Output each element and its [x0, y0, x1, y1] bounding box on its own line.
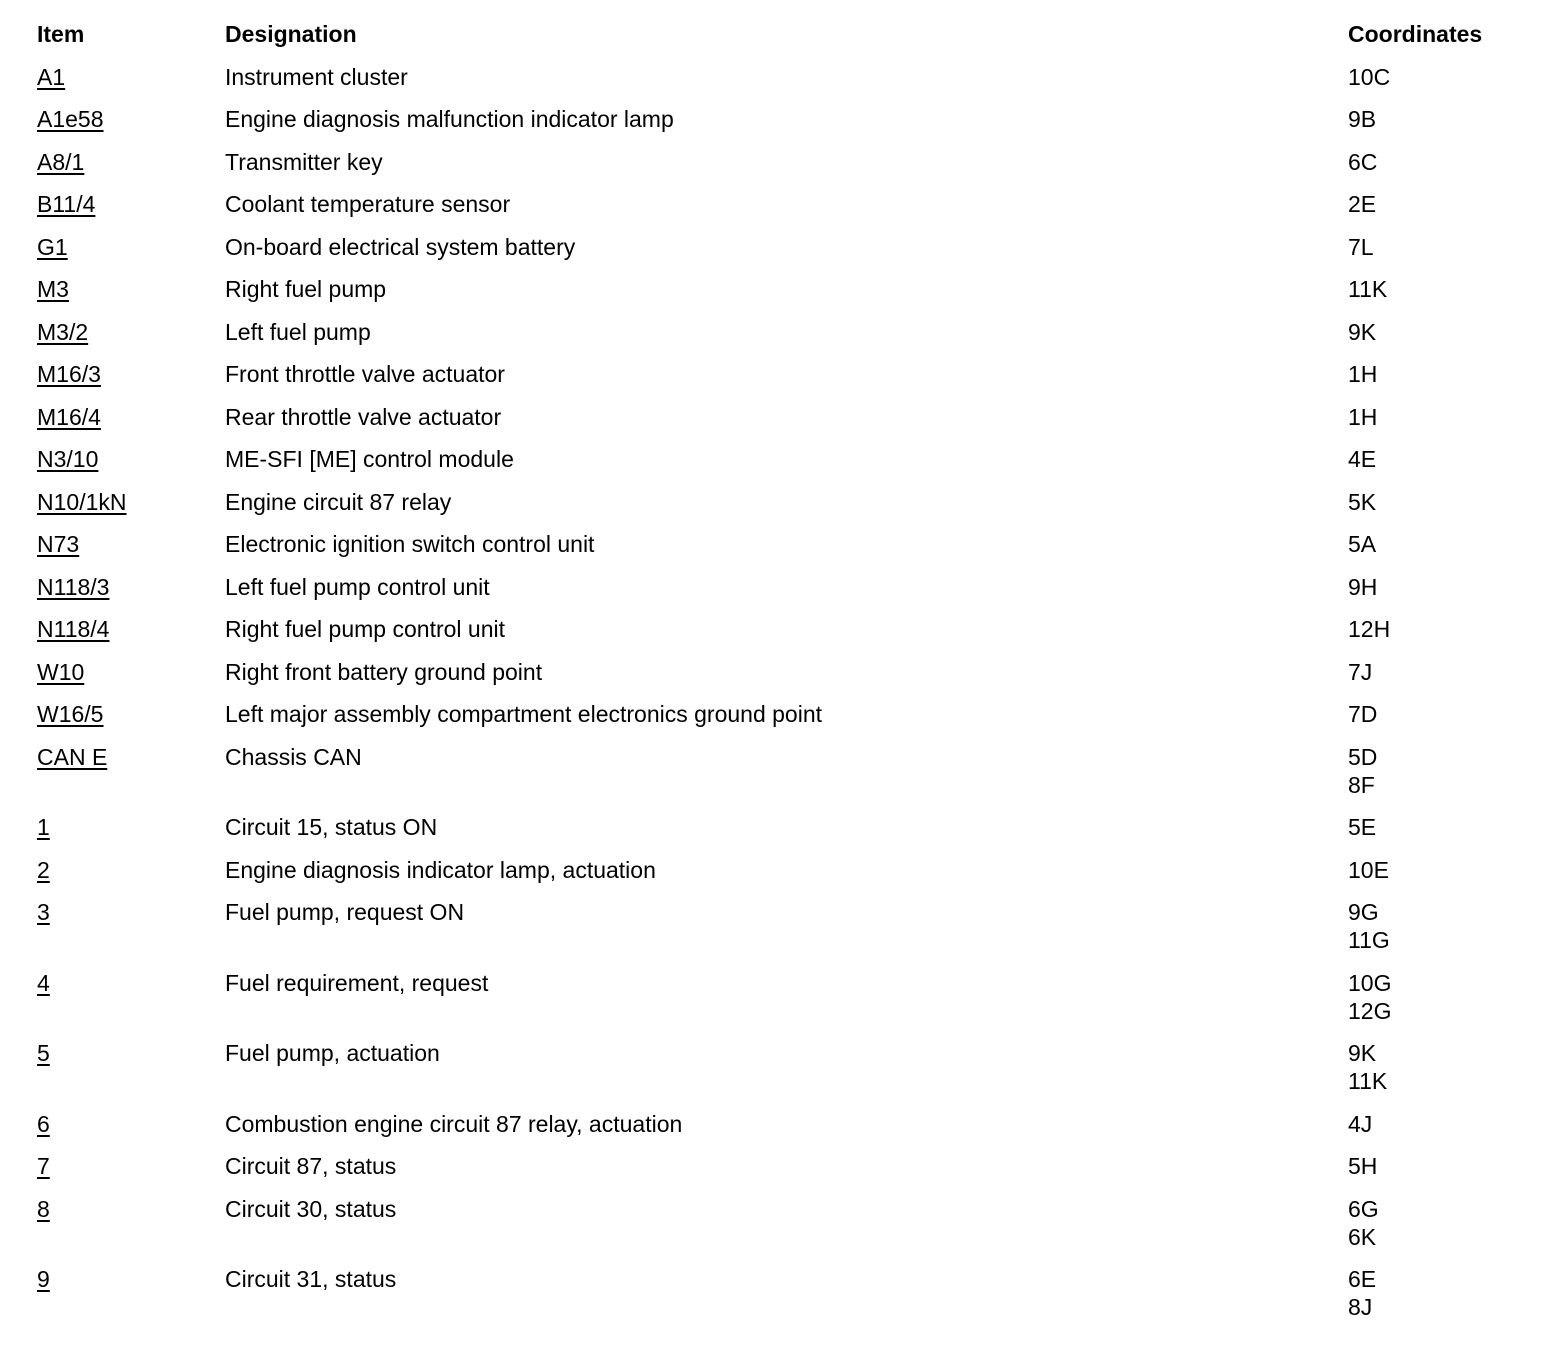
coordinates-cell: [1348, 233, 1374, 261]
table-row: [37, 954, 1537, 1025]
item-link[interactable]: M16/3: [37, 361, 101, 387]
coordinates-cell: [1348, 445, 1376, 473]
coordinate-value: 9K: [1348, 318, 1377, 345]
item-link[interactable]: 7: [37, 1153, 50, 1179]
coordinates-cell: [1348, 615, 1390, 643]
coordinates-cell: [1348, 1110, 1372, 1138]
item-link[interactable]: 1: [37, 814, 50, 840]
table-body: [37, 48, 1537, 1321]
coordinate-value: 9K: [1348, 1040, 1377, 1066]
table-row: [37, 48, 1537, 91]
coordinate-value: 11G: [1348, 927, 1390, 953]
coordinate-value: 7D: [1348, 701, 1378, 727]
coordinate-value: 10G: [1348, 969, 1392, 996]
coordinates-cell: [1348, 530, 1376, 558]
item-link[interactable]: 8: [37, 1195, 50, 1222]
item-link[interactable]: N10/1kN: [37, 488, 127, 515]
coordinate-value: 1H: [1348, 361, 1378, 387]
table-row: [37, 133, 1537, 176]
table-row: [37, 516, 1537, 559]
table-row: [37, 686, 1537, 729]
table-row: [37, 388, 1537, 431]
coordinates-cell: [1348, 573, 1377, 601]
coordinate-value: 4J: [1348, 1110, 1373, 1137]
coordinates-cell: [1348, 856, 1389, 884]
designation-cell: Fuel requirement, request: [225, 969, 489, 996]
coordinate-value: 9G: [1348, 899, 1379, 925]
coordinates-cell: [1348, 148, 1377, 176]
coordinates-cell: [1348, 403, 1377, 431]
item-link[interactable]: 3: [37, 899, 50, 925]
designation-cell: Left fuel pump: [225, 318, 371, 345]
coordinate-value: 11K: [1348, 276, 1388, 302]
table-row: [37, 643, 1537, 686]
coordinate-value: 6E: [1348, 1266, 1377, 1292]
table-row: [37, 841, 1537, 884]
table-row: [37, 346, 1537, 389]
header-coordinates: Coordinates: [1348, 21, 1483, 47]
designation-cell: Fuel pump, request ON: [225, 899, 465, 925]
table-row: [37, 1180, 1537, 1251]
designation-cell: Chassis CAN: [225, 743, 362, 770]
designation-cell: Engine circuit 87 relay: [225, 488, 452, 515]
designation-cell: Electronic ignition switch control unit: [225, 531, 595, 557]
designation-cell: Right front battery ground point: [225, 658, 543, 685]
coordinates-cell: [1348, 275, 1387, 303]
header-item: Item: [37, 21, 85, 47]
item-link[interactable]: W16/5: [37, 701, 104, 727]
coordinates-cell: [1348, 743, 1377, 799]
coordinates-cell: [1348, 658, 1372, 686]
designation-cell: Right fuel pump: [225, 276, 387, 302]
item-link[interactable]: 2: [37, 856, 50, 883]
item-link[interactable]: CAN E: [37, 743, 108, 770]
coordinate-value: 10E: [1348, 856, 1389, 883]
designation-cell: Fuel pump, actuation: [225, 1040, 440, 1066]
coordinates-cell: [1348, 360, 1377, 388]
item-link[interactable]: 6: [37, 1110, 50, 1137]
table-row: [37, 91, 1537, 134]
designation-cell: On-board electrical system battery: [225, 233, 576, 260]
item-link[interactable]: G1: [37, 233, 68, 260]
designation-cell: Circuit 15, status ON: [225, 814, 438, 840]
coordinate-value: 8F: [1348, 771, 1375, 798]
coordinate-value: 12G: [1348, 997, 1392, 1024]
item-link[interactable]: 5: [37, 1040, 50, 1066]
table-row: [37, 799, 1537, 842]
coordinate-value: 5E: [1348, 814, 1377, 840]
table-row: [37, 176, 1537, 219]
item-link[interactable]: B11/4: [37, 191, 96, 217]
coordinate-value: 5K: [1348, 488, 1377, 515]
coordinates-cell: [1348, 1039, 1387, 1095]
item-link[interactable]: A8/1: [37, 148, 85, 175]
legend-table: [37, 14, 1537, 1321]
coordinate-value: 5D: [1348, 743, 1378, 770]
item-link[interactable]: M3: [37, 276, 69, 302]
designation-cell: Rear throttle valve actuator: [225, 403, 502, 430]
coordinate-value: 9H: [1348, 573, 1378, 600]
coordinate-value: 6G: [1348, 1195, 1379, 1222]
designation-cell: Engine diagnosis indicator lamp, actuation: [225, 856, 656, 883]
designation-cell: Coolant temperature sensor: [225, 191, 511, 217]
table-row: [37, 601, 1537, 644]
coordinate-value: 6C: [1348, 148, 1378, 175]
table-row: [37, 473, 1537, 516]
table-row: [37, 1138, 1537, 1181]
coordinate-value: 12H: [1348, 616, 1391, 642]
table-header: [37, 14, 1537, 48]
table-row: [37, 261, 1537, 304]
coordinates-cell: [1348, 318, 1376, 346]
coordinates-cell: [1348, 1265, 1376, 1321]
item-link[interactable]: A1: [37, 63, 66, 90]
designation-cell: ME-SFI [ME] control module: [225, 446, 514, 472]
coordinates-cell: [1348, 898, 1390, 954]
item-link[interactable]: A1e58: [37, 106, 104, 132]
item-link[interactable]: N118/4: [37, 616, 110, 642]
table-row: [37, 884, 1537, 955]
table-row: [37, 303, 1537, 346]
designation-cell: Circuit 30, status: [225, 1195, 397, 1222]
coordinates-cell: [1348, 813, 1376, 841]
coordinate-value: 11K: [1348, 1068, 1388, 1094]
header-designation: Designation: [225, 21, 357, 47]
item-link[interactable]: M3/2: [37, 318, 89, 345]
item-link[interactable]: 4: [37, 969, 50, 996]
coordinates-cell: [1348, 700, 1377, 728]
designation-cell: Left major assembly compartment electronics ground point: [225, 701, 823, 727]
coordinate-value: 5H: [1348, 1153, 1378, 1179]
coordinates-cell: [1348, 969, 1391, 1025]
table-row: [37, 728, 1537, 799]
designation-cell: Front throttle valve actuator: [225, 361, 505, 387]
item-link[interactable]: N73: [37, 531, 80, 557]
item-link[interactable]: 9: [37, 1266, 50, 1292]
designation-cell: Circuit 87, status: [225, 1153, 397, 1179]
table-row: [37, 1025, 1537, 1096]
table-row: [37, 1095, 1537, 1138]
coordinate-value: 2E: [1348, 191, 1377, 217]
item-link[interactable]: W10: [37, 658, 85, 685]
coordinate-value: 6K: [1348, 1223, 1377, 1250]
table-row: [37, 218, 1537, 261]
designation-cell: Combustion engine circuit 87 relay, actuation: [225, 1110, 683, 1137]
coordinates-cell: [1348, 488, 1376, 516]
coordinates-cell: [1348, 105, 1376, 133]
designation-cell: Circuit 31, status: [225, 1266, 397, 1292]
coordinate-value: 1H: [1348, 403, 1378, 430]
table-row: [37, 558, 1537, 601]
coordinate-value: 7L: [1348, 233, 1374, 260]
designation-cell: Instrument cluster: [225, 63, 408, 90]
coordinate-value: 5A: [1348, 531, 1377, 557]
coordinates-cell: [1348, 1152, 1377, 1180]
item-link[interactable]: M16/4: [37, 403, 101, 430]
designation-cell: Engine diagnosis malfunction indicator lamp: [225, 106, 674, 132]
coordinate-value: 10C: [1348, 63, 1391, 90]
coordinate-value: 7J: [1348, 658, 1373, 685]
coordinates-cell: [1348, 63, 1390, 91]
item-link[interactable]: N3/10: [37, 446, 99, 472]
coordinate-value: 4E: [1348, 446, 1377, 472]
table-row: [37, 1251, 1537, 1322]
designation-cell: Transmitter key: [225, 148, 383, 175]
coordinate-value: 9B: [1348, 106, 1377, 132]
coordinates-cell: [1348, 190, 1376, 218]
coordinate-value: 8J: [1348, 1294, 1373, 1320]
item-link[interactable]: N118/3: [37, 573, 110, 600]
designation-cell: Right fuel pump control unit: [225, 616, 505, 642]
designation-cell: Left fuel pump control unit: [225, 573, 490, 600]
table-row: [37, 431, 1537, 474]
coordinates-cell: [1348, 1195, 1379, 1251]
